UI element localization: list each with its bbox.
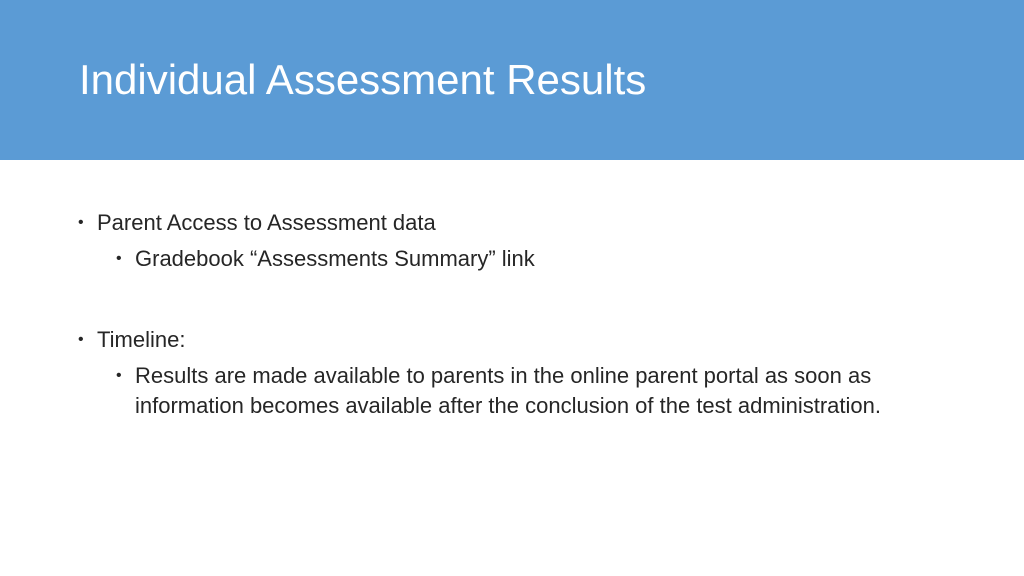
bullet-text: Timeline: [97, 327, 186, 352]
bullet-dot-icon: • [116, 250, 122, 267]
bullet-dot-icon: • [78, 214, 84, 231]
bullet-dot-icon: • [116, 367, 122, 384]
bullet-text: Gradebook “Assessments Summary” link [135, 246, 535, 271]
bullet-text: Parent Access to Assessment data [97, 210, 436, 235]
title-band [0, 0, 1024, 160]
bullet-dot-icon: • [78, 331, 84, 348]
slide-title: Individual Assessment Results [79, 56, 647, 103]
bullet-text: Results are made available to parents in the online parent portal as soon as information becomes available after the conclusion of the test administration. [135, 363, 881, 418]
